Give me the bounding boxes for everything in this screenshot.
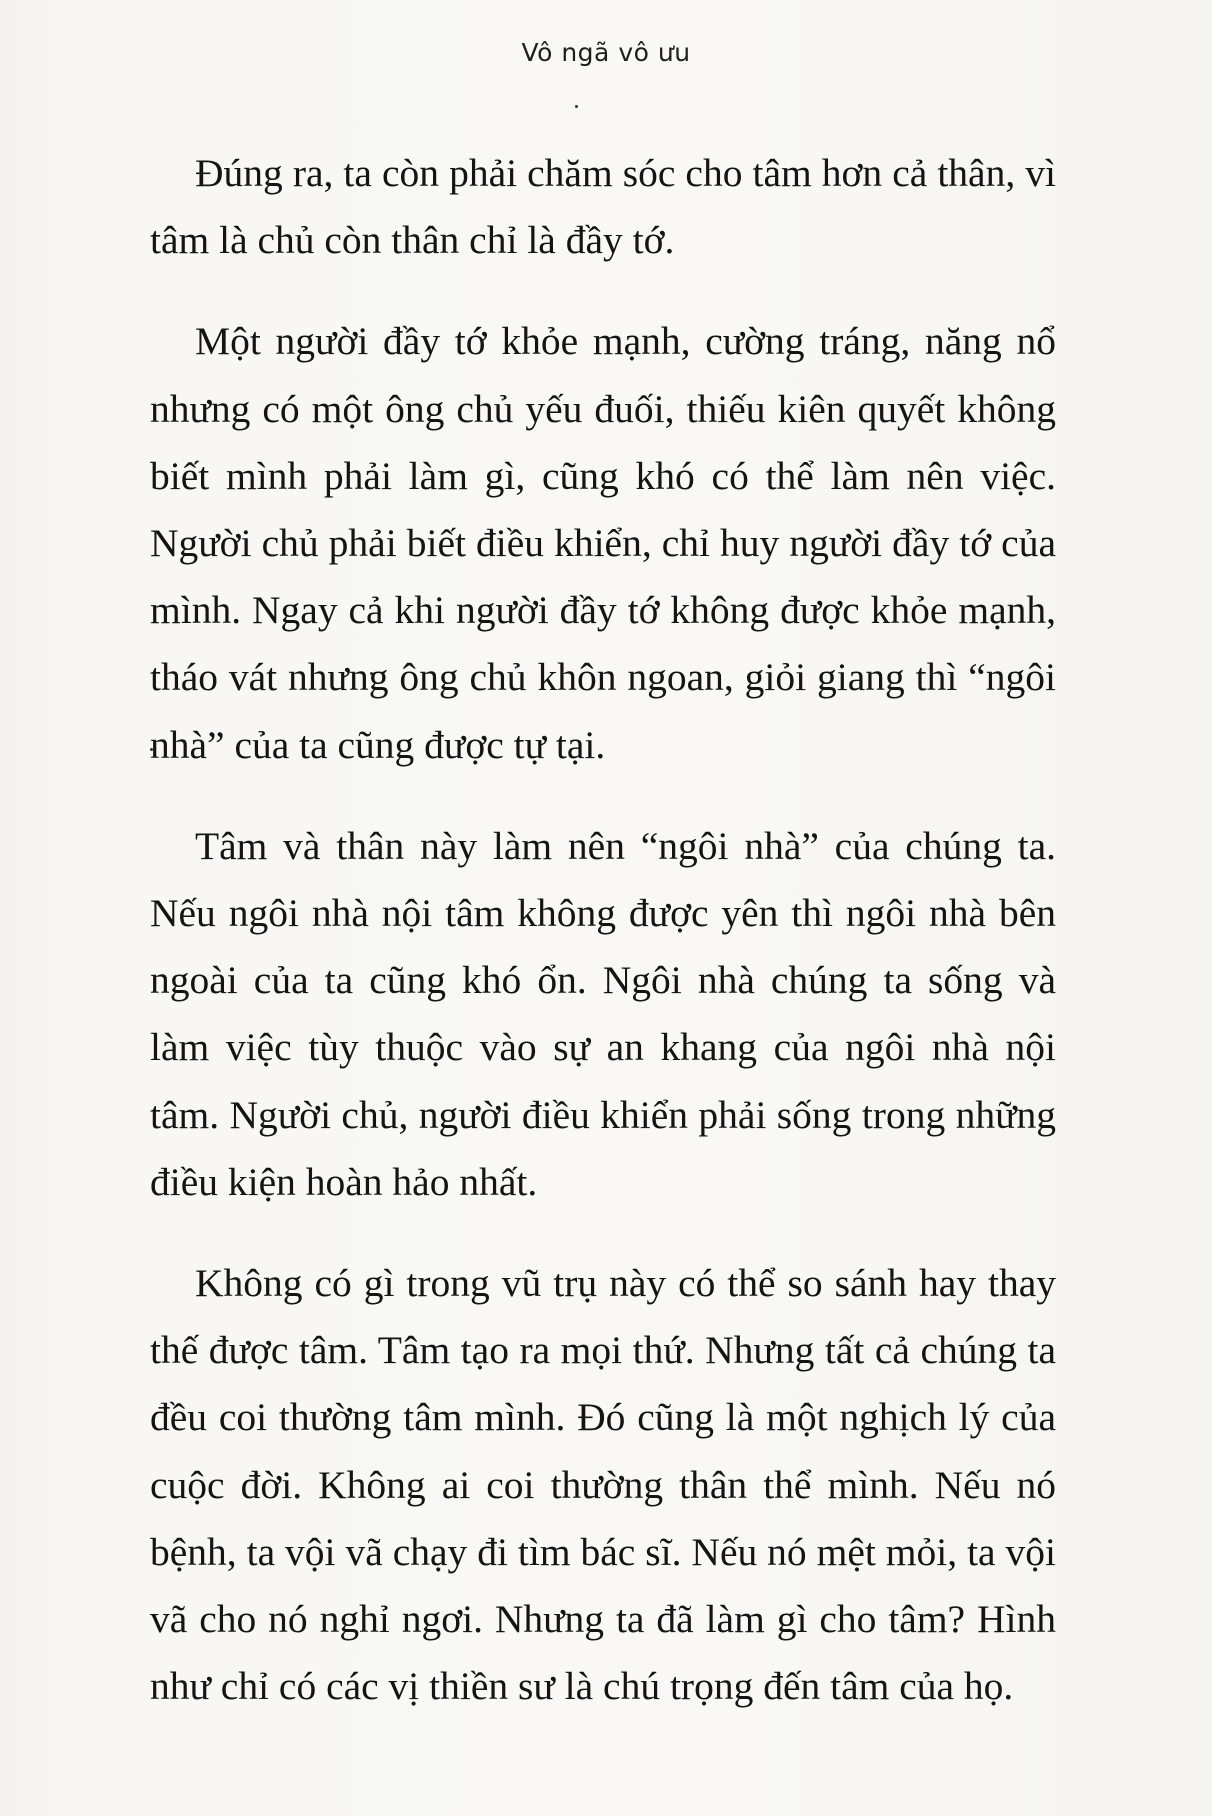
paragraph: Đúng ra, ta còn phải chăm sóc cho tâm hơn cả thân, vì tâm là chủ còn thân chỉ là đầy tớ. [150, 151, 1056, 263]
paragraph: Một người đầy tớ khỏe mạnh, cường tráng, năng nổ nhưng có một ông chủ yếu đuối, thiếu kiên quyết không biết mình phải làm gì, cũng khó có thể làm nên việc. Người chủ phải biết điều khiển, chỉ huy người đầy tớ của mình. Ngay cả khi người đầy tớ không được khỏe mạnh, tháo vát nhưng ông chủ khôn ngoan, giỏi giang thì “ngôi nhà” của ta cũng được tự tại. [150, 319, 1056, 767]
ink-speck [575, 105, 578, 108]
paragraph: Không có gì trong vũ trụ này có thể so sánh hay thay thế được tâm. Tâm tạo ra mọi thứ. Nhưng tất cả chúng ta đều coi thường tâm mình. Đó cũng là một nghịch lý của cuộc đời. Không ai coi thường thân thể mình. Nếu nó bệnh, ta vội vã chạy đi tìm bác sĩ. Nếu nó mệt mỏi, ta vội vã cho nó nghỉ ngơi. Nhưng ta đã làm gì cho tâm? Hình như chỉ có các vị thiền sư là chú trọng đến tâm của họ. [150, 1261, 1056, 1709]
body-text [150, 140, 1056, 1754]
paragraph: Tâm và thân này làm nên “ngôi nhà” của chúng ta. Nếu ngôi nhà nội tâm không được yên thì ngôi nhà bên ngoài của ta cũng khó ổn. Ngôi nhà chúng ta sống và làm việc tùy thuộc vào sự an khang của ngôi nhà nội tâm. Người chủ, người điều khiển phải sống trong những điều kiện hoàn hảo nhất. [150, 823, 1056, 1204]
running-header: Vô ngã vô ưu [521, 38, 691, 67]
